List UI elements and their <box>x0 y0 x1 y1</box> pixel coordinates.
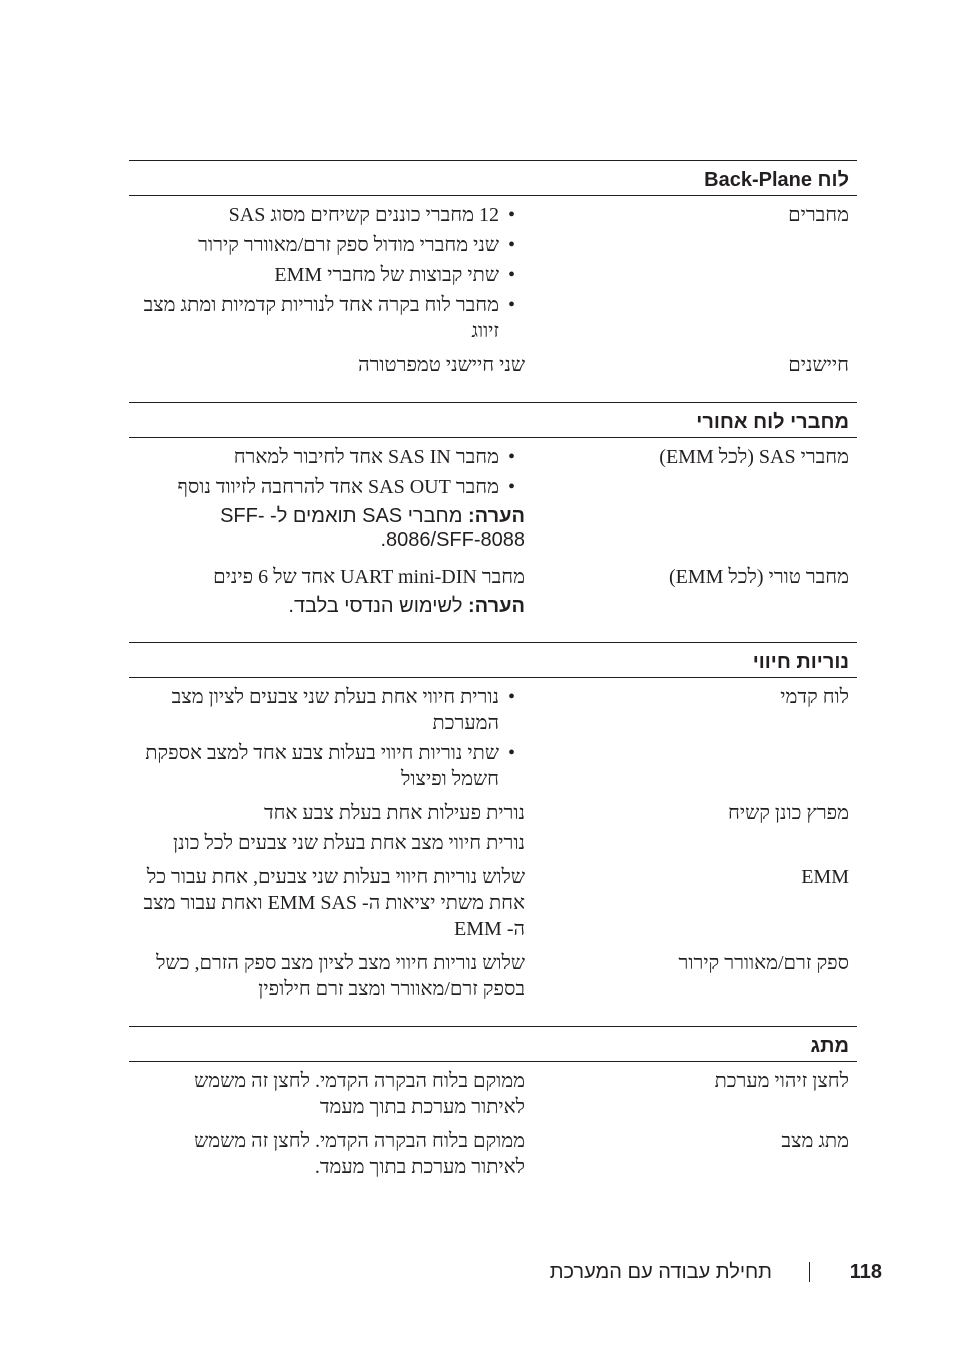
spec-row-emm <box>129 864 857 942</box>
spec-desc: ממוקם בלוח הבקרה הקדמי. לחצן זה משמש לאיתור מערכת בתוך מעמד <box>194 1070 525 1118</box>
spec-desc <box>129 202 525 344</box>
note-text: לשימוש הנדסי בלבד. <box>288 595 463 617</box>
page-number: 118 <box>849 1261 882 1283</box>
page-footer <box>540 1258 882 1288</box>
section-indicators <box>129 642 857 1002</box>
note-label: הערה: <box>468 505 525 527</box>
bullet-item: • מחבר לוח בקרה אחד לנוריות קדמיות ומתג מצב זיווג <box>139 292 525 344</box>
spec-desc: ממוקם בלוח הבקרה הקדמי. לחצן זה משמש לאיתור מערכת בתוך מעמד. <box>194 1130 525 1178</box>
spec-label: מפרץ כונן קשיח <box>727 802 849 824</box>
spec-label: EMM <box>801 866 849 888</box>
spec-label: ספק זרם/מאוורר קירור <box>678 952 849 974</box>
spec-row-sensors <box>129 352 857 378</box>
spec-row-front-panel <box>129 684 857 792</box>
section-title: מתג <box>129 1027 857 1062</box>
bullet-item: • מחבר SAS IN אחד לחיבור למארח <box>139 444 525 470</box>
section-title: מחברי לוח אחורי <box>129 403 857 438</box>
bullet-item: • שני מחברי מודול ספק זרם/מאוורר קירור <box>139 232 525 258</box>
spec-table <box>129 160 857 1180</box>
spec-label: לוח קדמי <box>780 686 849 708</box>
spec-row-drive-bay <box>129 800 857 856</box>
bullet-item: • נורית חיווי אחת בעלת שני צבעים לציון מצב המערכת <box>139 684 525 736</box>
spec-desc: שלוש נוריות חיווי מצב לציון מצב ספק הזרם, כשל בספק זרם/מאוורר ומצב זרם חילופין <box>156 952 525 1000</box>
spec-label: מחברים <box>788 204 849 226</box>
spec-desc <box>129 564 525 618</box>
section-title: לוח Back-Plane <box>129 161 857 196</box>
bullet-item: • שתי קבוצות של מחברי EMM <box>139 262 525 288</box>
note <box>139 504 525 552</box>
spec-desc: שלוש נוריות חיווי בעלות שני צבעים, אחת עבור כל אחת משתי יציאות ה- EMM SAS ואחת עבור מצב ה- EMM <box>143 866 525 940</box>
spec-row-sas-connectors <box>129 444 857 552</box>
spec-row-system-id-button <box>129 1068 857 1120</box>
spec-label: מחברי SAS (לכל EMM) <box>659 446 849 468</box>
bullet-item: • מחבר SAS OUT אחד להרחבה לזיווד נוסף <box>139 474 525 500</box>
bullet-item: • 12 מחברי כוננים קשיחים מסוג SAS <box>139 202 525 228</box>
note <box>139 594 525 618</box>
bullet-item: • שתי נוריות חיווי בעלות צבע אחד למצב אספקת חשמל ופיצול <box>139 740 525 792</box>
desc-text: מחבר UART mini-DIN אחד של 6 פינים <box>213 566 525 588</box>
spec-row-mode-switch <box>129 1128 857 1180</box>
spec-label: חיישנים <box>788 354 849 376</box>
spec-desc <box>129 800 525 856</box>
spec-desc <box>129 684 525 792</box>
spec-label: מחבר טורי (לכל EMM) <box>668 566 849 588</box>
section-title: נוריות חיווי <box>129 643 857 678</box>
section-back-panel-connectors <box>129 402 857 618</box>
section-backplane <box>129 160 857 378</box>
spec-row-connectors <box>129 202 857 344</box>
spec-desc: שני חיישני טמפרטורה <box>358 354 525 376</box>
spec-row-serial-connector <box>129 564 857 618</box>
spec-row-power-fan <box>129 950 857 1002</box>
footer-divider <box>809 1262 810 1282</box>
desc-line: נורית פעילות אחת בעלת צבע אחד <box>263 802 525 824</box>
desc-line: נורית חיווי מצב אחת בעלת שני צבעים לכל כונן <box>172 832 525 854</box>
spec-label: מתג מצב <box>781 1130 849 1152</box>
section-switch <box>129 1026 857 1180</box>
note-label: הערה: <box>468 595 525 617</box>
spec-label: לחצן זיהוי מערכת <box>714 1070 849 1092</box>
chapter-title: תחילת עבודה עם המערכת <box>549 1261 772 1283</box>
spec-desc <box>129 444 525 552</box>
note-text: מחברי SAS תואמים ל- SFF-8086/SFF-8088. <box>220 505 525 551</box>
